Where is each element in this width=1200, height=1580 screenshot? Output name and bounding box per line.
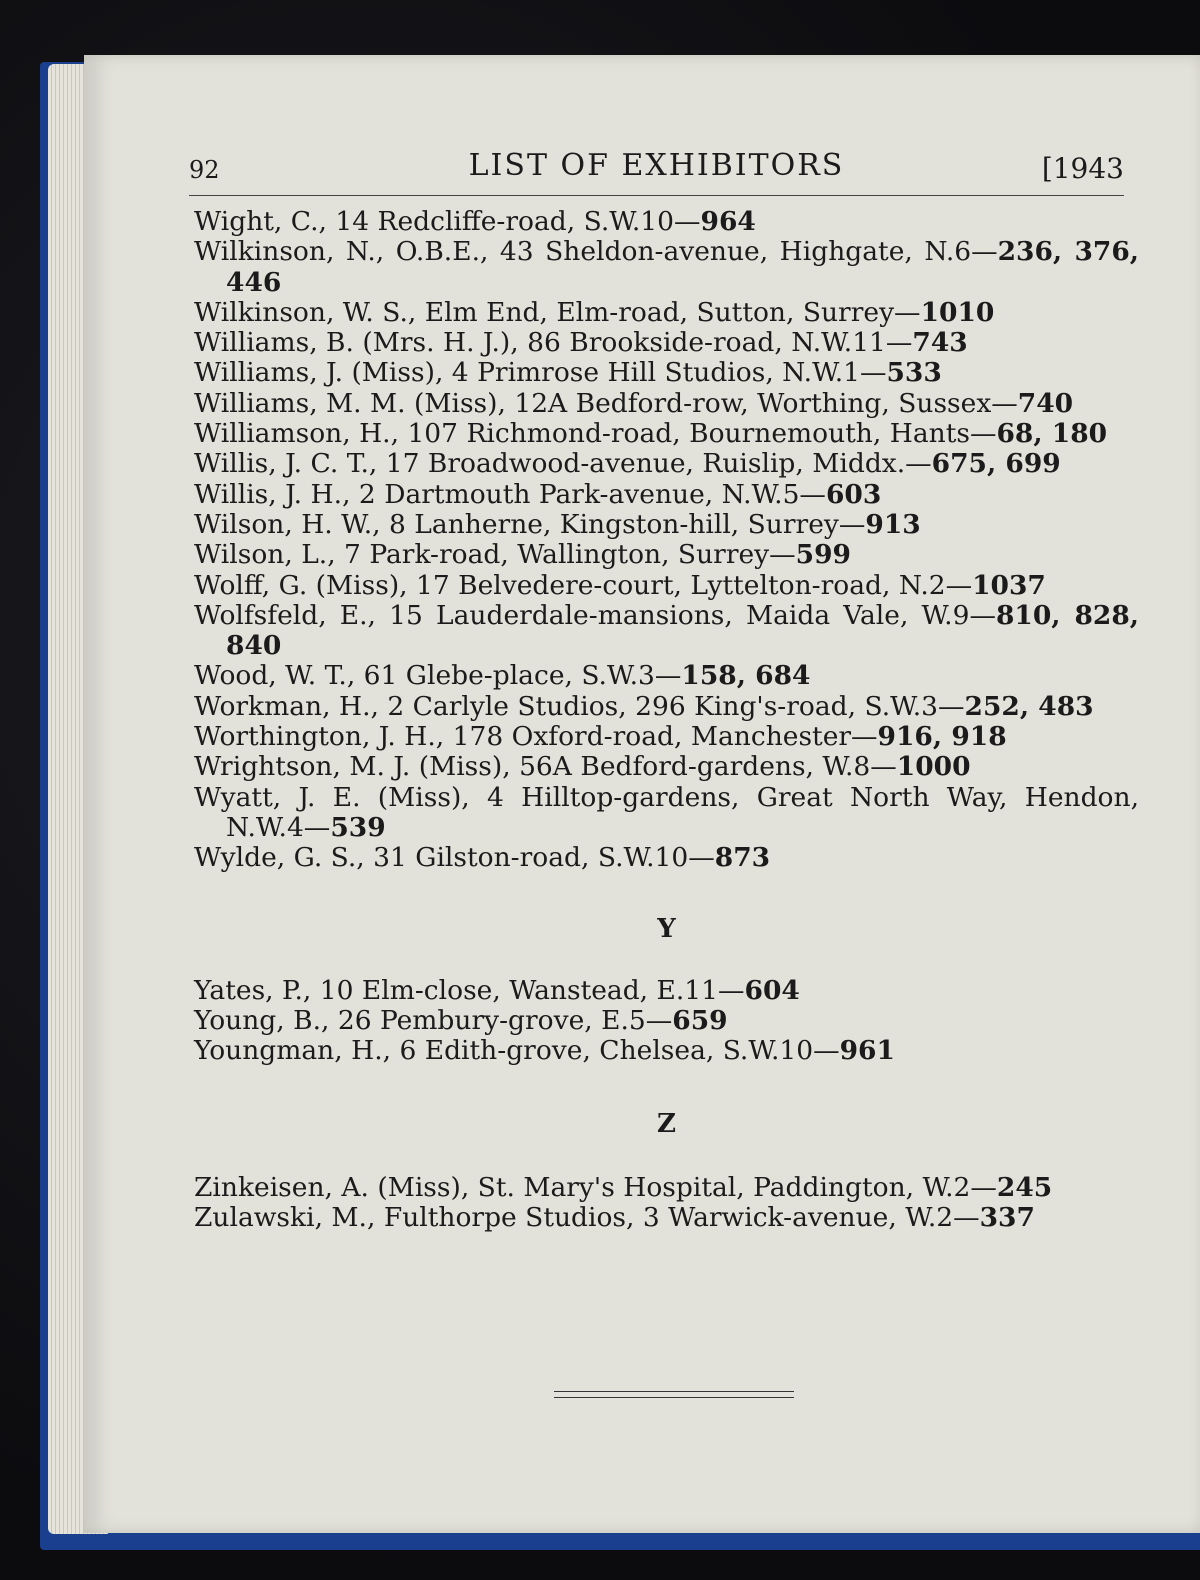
exhibitor-address: Youngman, H., 6 Edith-grove, Chelsea, S.W.10— <box>194 1035 840 1067</box>
list-item <box>194 571 1139 601</box>
list-item <box>194 389 1139 419</box>
list-item <box>194 722 1139 752</box>
list-item <box>194 480 1139 510</box>
book-page <box>84 55 1200 1533</box>
catalogue-numbers: 68, 180 <box>996 418 1108 450</box>
exhibitor-address: Wolfsfeld, E., 15 Lauderdale-mansions, Maida Vale, W.9— <box>194 599 996 631</box>
exhibitor-address: Young, B., 26 Pembury-grove, E.5— <box>194 1005 673 1037</box>
catalogue-numbers: 603 <box>825 478 882 510</box>
catalogue-numbers: 252, 483 <box>964 690 1094 722</box>
list-item <box>194 449 1139 479</box>
section-letter-z: Z <box>657 1108 676 1139</box>
catalogue-numbers: 539 <box>330 811 386 843</box>
list-item <box>194 1006 1139 1036</box>
list-item <box>194 540 1139 570</box>
list-item <box>194 358 1139 388</box>
exhibitor-address: Zulawski, M., Fulthorpe Studios, 3 Warwick-avenue, W.2— <box>194 1202 980 1234</box>
list-item <box>194 843 1139 873</box>
catalogue-numbers: 1000 <box>896 751 971 783</box>
exhibitor-address: Wolff, G. (Miss), 17 Belvedere-court, Lyttelton-road, N.2— <box>194 569 973 601</box>
list-item <box>194 298 1139 328</box>
header-rule <box>189 195 1124 196</box>
catalogue-numbers: 236, 376, 446 <box>226 236 1140 298</box>
year-label: [1943 <box>1041 152 1124 185</box>
catalogue-numbers: 1037 <box>972 569 1046 601</box>
catalogue-numbers: 659 <box>672 1005 728 1037</box>
section-z-entries <box>194 1173 1139 1234</box>
section-w-entries <box>194 207 1139 874</box>
catalogue-numbers: 743 <box>912 327 968 359</box>
list-item <box>194 976 1139 1006</box>
list-item <box>194 783 1139 844</box>
catalogue-numbers: 740 <box>1017 387 1074 419</box>
exhibitor-address: Willis, J. H., 2 Dartmouth Park-avenue, N.W.5— <box>194 478 826 510</box>
exhibitor-address: Wight, C., 14 Redcliffe-road, S.W.10— <box>194 206 701 237</box>
list-item <box>194 207 1139 237</box>
exhibitor-address: Wyatt, J. E. (Miss), 4 Hilltop-gardens, Great North Way, Hendon, N.W.4— <box>194 781 1139 843</box>
list-item <box>194 510 1139 540</box>
list-item <box>194 692 1139 722</box>
exhibitor-address: Wilkinson, W. S., Elm End, Elm-road, Sutton, Surrey— <box>194 296 921 328</box>
exhibitor-address: Williams, J. (Miss), 4 Primrose Hill Studios, N.W.1— <box>194 357 887 389</box>
exhibitor-address: Willis, J. C. T., 17 Broadwood-avenue, Ruislip, Middx.— <box>194 448 932 480</box>
exhibitor-address: Yates, P., 10 Elm-close, Wanstead, E.11— <box>194 974 745 1006</box>
exhibitor-address: Wilson, L., 7 Park-road, Wallington, Surrey— <box>194 539 796 571</box>
exhibitor-address: Wilson, H. W., 8 Lanherne, Kingston-hill, Surrey— <box>194 508 866 540</box>
list-item <box>194 328 1139 358</box>
catalogue-numbers: 533 <box>886 357 942 389</box>
catalogue-numbers: 158, 684 <box>681 660 811 692</box>
list-item <box>194 661 1139 691</box>
exhibitor-address: Williams, M. M. (Miss), 12A Bedford-row, Worthing, Sussex— <box>194 387 1018 419</box>
exhibitor-address: Zinkeisen, A. (Miss), St. Mary's Hospital, Paddington, W.2— <box>194 1172 997 1204</box>
exhibitor-address: Wood, W. T., 61 Glebe-place, S.W.3— <box>194 660 682 692</box>
catalogue-numbers: 245 <box>996 1172 1053 1204</box>
exhibitor-address: Wylde, G. S., 31 Gilston-road, S.W.10— <box>194 842 715 874</box>
list-item <box>194 237 1139 298</box>
list-item <box>194 1173 1139 1203</box>
catalogue-numbers: 675, 699 <box>931 448 1061 480</box>
list-item <box>194 1203 1139 1233</box>
page-title: LIST OF EXHIBITORS <box>468 148 845 183</box>
catalogue-numbers: 916, 918 <box>877 721 1007 753</box>
exhibitor-address: Wilkinson, N., O.B.E., 43 Sheldon-avenue, Highgate, N.6— <box>194 236 998 268</box>
catalogue-numbers: 599 <box>795 539 851 571</box>
list-item <box>194 1036 1139 1066</box>
catalogue-numbers: 913 <box>865 508 921 540</box>
page-number: 92 <box>189 156 220 184</box>
exhibitor-address: Williams, B. (Mrs. H. J.), 86 Brookside-road, N.W.11— <box>194 327 913 359</box>
section-letter-y: Y <box>657 913 676 944</box>
exhibitor-address: Wrightson, M. J. (Miss), 56A Bedford-gardens, W.8— <box>194 751 897 783</box>
catalogue-numbers: 810, 828, 840 <box>226 599 1140 662</box>
section-y-entries <box>194 976 1139 1067</box>
exhibitor-address: Williamson, H., 107 Richmond-road, Bournemouth, Hants— <box>194 418 997 450</box>
end-double-rule <box>554 1391 794 1398</box>
list-item <box>194 419 1139 449</box>
catalogue-numbers: 964 <box>700 206 756 237</box>
catalogue-numbers: 1010 <box>920 296 995 328</box>
catalogue-numbers: 337 <box>979 1202 1035 1234</box>
list-item <box>194 752 1139 782</box>
catalogue-numbers: 604 <box>744 974 800 1006</box>
exhibitor-list <box>194 207 1139 1234</box>
catalogue-numbers: 961 <box>839 1035 895 1067</box>
exhibitor-address: Worthington, J. H., 178 Oxford-road, Manchester— <box>194 721 878 753</box>
running-header <box>189 148 1124 188</box>
list-item <box>194 601 1139 662</box>
catalogue-numbers: 873 <box>714 842 771 874</box>
exhibitor-address: Workman, H., 2 Carlyle Studios, 296 King's-road, S.W.3— <box>194 690 965 722</box>
